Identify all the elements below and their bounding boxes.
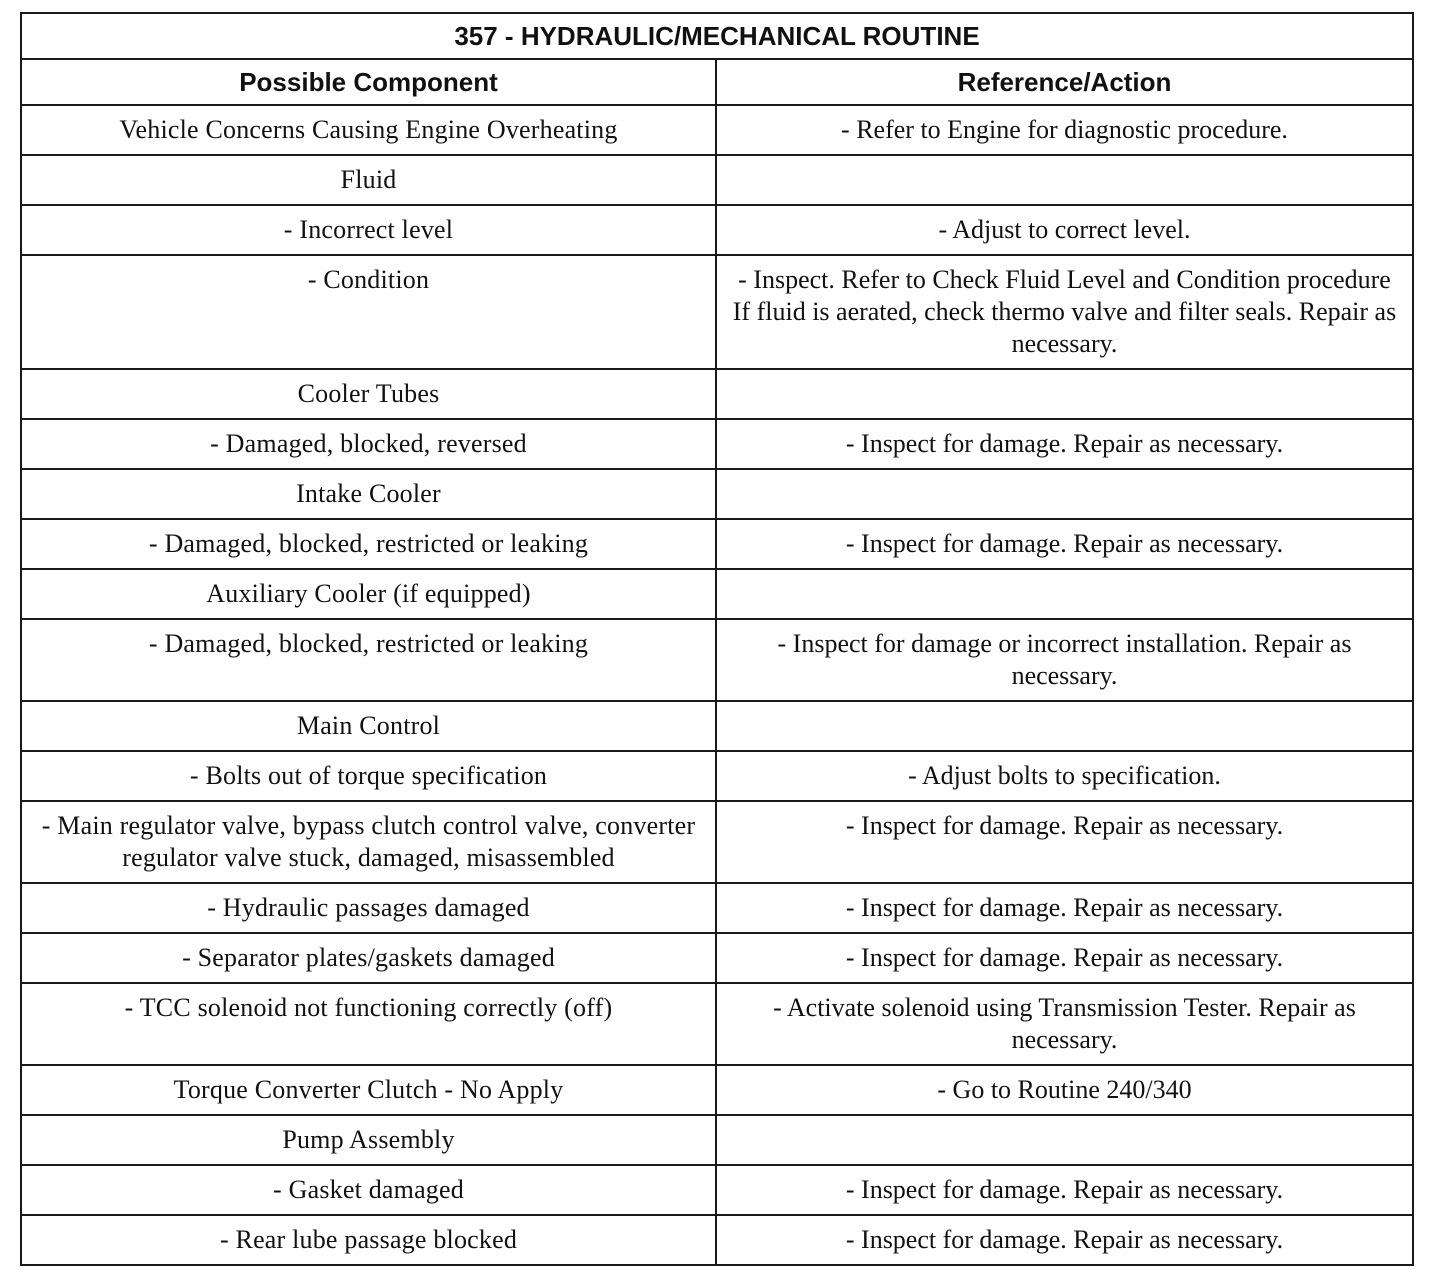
component-cell: Auxiliary Cooler (if equipped) (21, 569, 716, 619)
action-cell (716, 1115, 1413, 1165)
action-cell: - Activate solenoid using Transmission Tester. Repair as necessary. (716, 983, 1413, 1065)
action-cell: - Adjust bolts to specification. (716, 751, 1413, 801)
action-cell: - Inspect for damage. Repair as necessary. (716, 1165, 1413, 1215)
table-row (21, 1115, 1413, 1165)
table-row (21, 205, 1413, 255)
component-cell: - TCC solenoid not functioning correctly (off) (21, 983, 716, 1065)
component-cell: - Rear lube passage blocked (21, 1215, 716, 1265)
component-cell: - Damaged, blocked, restricted or leaking (21, 519, 716, 569)
component-cell: - Damaged, blocked, reversed (21, 419, 716, 469)
table-header-row (21, 59, 1413, 105)
table-row (21, 701, 1413, 751)
action-cell: - Inspect for damage. Repair as necessary. (716, 1215, 1413, 1265)
table-row (21, 883, 1413, 933)
component-cell: - Bolts out of torque specification (21, 751, 716, 801)
table-title-row (21, 13, 1413, 59)
component-cell: - Incorrect level (21, 205, 716, 255)
action-cell (716, 155, 1413, 205)
action-cell: - Inspect for damage. Repair as necessary. (716, 801, 1413, 883)
action-cell: - Go to Routine 240/340 (716, 1065, 1413, 1115)
table-row (21, 1215, 1413, 1265)
component-cell: Main Control (21, 701, 716, 751)
component-cell: Intake Cooler (21, 469, 716, 519)
table-title: 357 - HYDRAULIC/MECHANICAL ROUTINE (21, 13, 1413, 59)
table-row (21, 1065, 1413, 1115)
action-cell (716, 701, 1413, 751)
action-cell: - Inspect for damage. Repair as necessary. (716, 883, 1413, 933)
action-cell: - Inspect for damage. Repair as necessary. (716, 933, 1413, 983)
action-cell: - Adjust to correct level. (716, 205, 1413, 255)
table-row (21, 519, 1413, 569)
component-cell: - Damaged, blocked, restricted or leaking (21, 619, 716, 701)
column-header-component: Possible Component (21, 59, 716, 105)
table-row (21, 155, 1413, 205)
table-row (21, 619, 1413, 701)
component-cell: Torque Converter Clutch - No Apply (21, 1065, 716, 1115)
action-cell: - Refer to Engine for diagnostic procedure. (716, 105, 1413, 155)
action-cell: - Inspect for damage. Repair as necessary. (716, 419, 1413, 469)
component-cell: Pump Assembly (21, 1115, 716, 1165)
component-cell: - Gasket damaged (21, 1165, 716, 1215)
table-row (21, 751, 1413, 801)
table-row (21, 1165, 1413, 1215)
table-row (21, 983, 1413, 1065)
action-cell (716, 369, 1413, 419)
column-header-action: Reference/Action (716, 59, 1413, 105)
table-row (21, 469, 1413, 519)
component-cell: - Condition (21, 255, 716, 369)
component-cell: - Separator plates/gaskets damaged (21, 933, 716, 983)
component-cell: Cooler Tubes (21, 369, 716, 419)
table-row (21, 801, 1413, 883)
table-row (21, 369, 1413, 419)
table-row (21, 105, 1413, 155)
table-row (21, 569, 1413, 619)
action-cell: - Inspect. Refer to Check Fluid Level and Condition procedure If fluid is aerated, check thermo valve and filter seals. Repair as necessary. (716, 255, 1413, 369)
action-cell: - Inspect for damage. Repair as necessary. (716, 519, 1413, 569)
component-cell: - Main regulator valve, bypass clutch control valve, converter regulator valve stuck, damaged, misassembled (21, 801, 716, 883)
table-row (21, 419, 1413, 469)
table-row (21, 255, 1413, 369)
diagnostic-routine-table (20, 12, 1414, 1266)
table-row (21, 933, 1413, 983)
action-cell (716, 469, 1413, 519)
component-cell: Fluid (21, 155, 716, 205)
component-cell: - Hydraulic passages damaged (21, 883, 716, 933)
action-cell: - Inspect for damage or incorrect installation. Repair as necessary. (716, 619, 1413, 701)
component-cell: Vehicle Concerns Causing Engine Overheating (21, 105, 716, 155)
action-cell (716, 569, 1413, 619)
